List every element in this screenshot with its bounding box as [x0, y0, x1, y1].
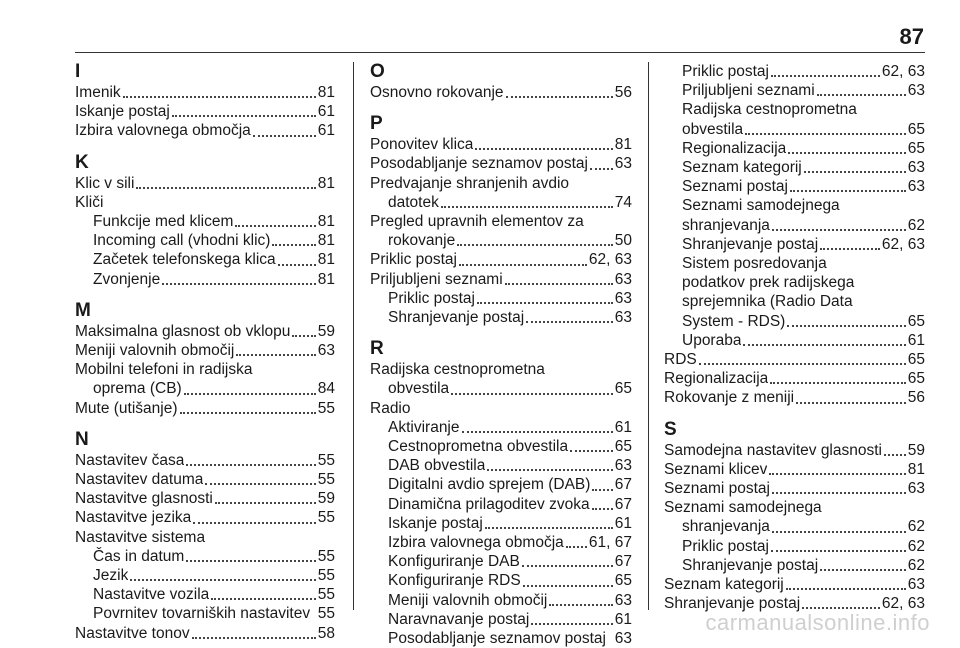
index-entry — [75, 83, 335, 102]
index-page-ref: 81 — [317, 270, 335, 288]
index-page-ref: 62 — [907, 216, 925, 234]
index-page-ref: 81 — [317, 251, 335, 269]
dot-leader — [796, 401, 906, 404]
dot-leader — [699, 362, 906, 365]
index-page-ref: 63 — [614, 289, 632, 307]
index-entry — [664, 120, 925, 139]
index-page-ref: 84 — [317, 380, 335, 398]
dot-leader — [570, 449, 613, 452]
dot-leader — [192, 636, 316, 639]
dot-leader — [172, 114, 316, 117]
index-page-ref: 81 — [614, 136, 632, 154]
index-term: Nastavitve jezika — [75, 509, 192, 527]
index-term: Seznam kategorij — [682, 159, 802, 177]
index-entry — [75, 585, 335, 604]
dot-leader — [522, 564, 613, 567]
index-term: Čas in datum — [93, 547, 185, 565]
index-entry — [370, 193, 632, 212]
index-term: Priklic postaj — [682, 537, 769, 555]
index-entry — [75, 231, 335, 250]
index-page-ref: 59 — [907, 441, 925, 459]
index-page-ref: 81 — [317, 174, 335, 192]
dot-leader — [193, 521, 315, 524]
index-entry — [370, 154, 632, 173]
dot-leader — [771, 549, 906, 552]
dot-leader — [186, 463, 315, 466]
index-page-ref: 55 — [317, 586, 335, 604]
index-page-ref: 55 — [317, 567, 335, 585]
index-entry — [75, 322, 335, 341]
index-term: Seznami klicev — [664, 460, 768, 478]
index-term: RDS — [664, 351, 697, 369]
index-entry — [75, 451, 335, 470]
header-rule — [75, 52, 925, 53]
index-page-ref: 58 — [317, 624, 335, 642]
index-entry — [370, 495, 632, 514]
column-divider-2 — [648, 62, 649, 610]
index-page-ref: 63 — [907, 159, 925, 177]
index-entry — [664, 177, 925, 196]
index-letter-heading: S — [664, 418, 677, 440]
index-term: Shranjevanje postaj — [664, 595, 801, 613]
dot-leader — [745, 132, 906, 135]
index-page-ref: 62, 63 — [588, 251, 632, 269]
index-term: Shranjevanje postaj — [682, 235, 819, 253]
dot-leader — [136, 186, 315, 189]
index-page-ref: 63 — [614, 591, 632, 609]
index-entry — [370, 308, 632, 327]
index-entry — [370, 270, 632, 289]
dot-leader — [459, 263, 587, 266]
index-entry — [75, 508, 335, 527]
index-page-ref: 59 — [317, 322, 335, 340]
dot-leader — [211, 597, 315, 600]
index-page-ref: 61 — [614, 418, 632, 436]
index-page-ref: 61 — [907, 331, 925, 349]
index-page-ref: 61 — [317, 122, 335, 140]
index-page-ref: 65 — [907, 370, 925, 388]
index-entry — [75, 624, 335, 643]
index-column-3 — [664, 62, 925, 613]
index-entry — [664, 331, 925, 350]
index-term: Izbira valovnega območja — [75, 122, 251, 140]
index-letter-heading: K — [75, 151, 89, 173]
index-page-ref: 65 — [907, 139, 925, 157]
dot-leader — [505, 282, 613, 285]
index-entry — [75, 566, 335, 585]
index-term: Seznami postaj — [682, 178, 788, 196]
index-term: Regionalizacija — [682, 139, 787, 157]
index-page-ref: 63 — [907, 82, 925, 100]
index-entry — [664, 81, 925, 100]
index-heading-term: Kliči — [75, 193, 104, 211]
index-term: Nastavitev datuma — [75, 471, 204, 489]
dot-leader — [123, 95, 316, 98]
index-letter-heading: O — [370, 61, 385, 82]
index-term: Cestnoprometna obvestila — [388, 438, 569, 456]
index-page-ref: 63 — [907, 576, 925, 594]
index-heading-term: Pregled upravnih elementov za — [370, 213, 584, 231]
index-term: Uporaba — [682, 331, 742, 349]
dot-leader — [441, 205, 613, 208]
index-term: Povrnitev tovarniških nastavitev — [93, 605, 311, 623]
dot-leader — [506, 95, 613, 98]
index-page-ref: 61 — [317, 103, 335, 121]
index-heading-term: Mobilni telefoni in radijska — [75, 361, 253, 379]
index-term: Naravnavanje postaj — [388, 610, 530, 628]
index-page-ref: 74 — [614, 193, 632, 211]
index-page-ref: 63 — [614, 309, 632, 327]
index-term: Shranjevanje postaj — [682, 556, 819, 574]
index-page-ref: 81 — [317, 84, 335, 101]
index-term: shranjevanja — [682, 518, 770, 536]
index-page-ref: 63 — [614, 630, 632, 648]
index-page-ref: 62 — [907, 518, 925, 536]
dot-leader — [205, 482, 315, 485]
index-entry — [75, 121, 335, 140]
index-term: Imenik — [75, 84, 121, 101]
index-heading-term: Seznami samodejnega — [664, 499, 822, 517]
index-letter-heading: I — [75, 61, 81, 82]
index-heading-term: podatkov prek radijskega — [682, 274, 855, 292]
index-term: Samodejna nastavitev glasnosti — [664, 441, 882, 459]
index-page-ref: 81 — [317, 232, 335, 250]
index-term: Seznam kategorij — [664, 576, 784, 594]
index-entry — [75, 341, 335, 360]
index-entry — [664, 216, 925, 235]
index-heading-term: Predvajanje shranjenih avdio — [370, 174, 570, 192]
index-page-ref: 65 — [907, 351, 925, 369]
index-entry — [370, 250, 632, 269]
index-entry — [664, 312, 925, 331]
index-letter-heading: M — [75, 299, 91, 321]
index-term: oprema (CB) — [93, 380, 182, 398]
index-term: Klic v sili — [75, 174, 135, 192]
index-entry — [664, 350, 925, 369]
index-entry — [664, 388, 925, 407]
index-term: Iskanje postaj — [388, 514, 483, 532]
index-term: Nastavitev časa — [75, 451, 185, 469]
index-term: Mute (utišanje) — [75, 399, 178, 417]
index-entry — [370, 418, 632, 437]
index-page-ref: 56 — [614, 84, 632, 101]
dot-leader — [772, 228, 906, 231]
dot-leader — [788, 151, 905, 154]
index-term: Zvonjenje — [93, 270, 161, 288]
index-page-ref: 63 — [614, 457, 632, 475]
index-page-ref: 65 — [614, 438, 632, 456]
index-heading-term: Seznami samodejnega — [682, 197, 840, 215]
index-page-ref: 62, 63 — [881, 595, 925, 613]
index-entry — [370, 289, 632, 308]
index-entry — [370, 456, 632, 475]
index-term: Nastavitve vozila — [93, 586, 210, 604]
index-term: Začetek telefonskega klica — [93, 251, 276, 269]
index-heading-term: Radijska cestnoprometna — [370, 361, 545, 379]
index-term: Jezik — [93, 567, 129, 585]
index-entry — [75, 489, 335, 508]
index-term: Incoming call (vhodni klic) — [93, 232, 271, 250]
index-term: System - RDS) — [682, 312, 786, 330]
index-entry — [664, 479, 925, 498]
index-entry — [75, 270, 335, 289]
dot-leader — [804, 170, 906, 173]
dot-leader — [566, 545, 587, 548]
index-page-ref: 63 — [907, 480, 925, 498]
index-entry — [370, 533, 632, 552]
index-entry — [370, 571, 632, 590]
index-entry — [75, 399, 335, 418]
index-page-ref: 61 — [614, 610, 632, 628]
dot-leader — [475, 147, 612, 150]
index-page-ref: 55 — [317, 509, 335, 527]
index-page-ref: 61, 67 — [588, 534, 632, 552]
dot-leader — [235, 224, 315, 227]
page-number: 87 — [899, 24, 924, 49]
dot-leader — [272, 243, 315, 246]
index-page-ref: 65 — [907, 120, 925, 138]
watermark: carmanualsonline.info — [705, 610, 930, 635]
index-entry — [664, 62, 925, 81]
dot-leader — [884, 453, 906, 456]
index-term: Digitalni avdio sprejem (DAB) — [388, 476, 591, 494]
index-term: Seznami postaj — [664, 480, 770, 498]
dot-leader — [312, 619, 316, 620]
index-page-ref: 63 — [317, 342, 335, 360]
index-page-ref: 63 — [614, 270, 632, 288]
index-entry — [370, 591, 632, 610]
dot-leader — [292, 334, 315, 337]
dot-leader — [180, 411, 316, 414]
index-term: Dinamična prilagoditev zvoka — [388, 495, 590, 513]
index-page-ref: 55 — [317, 471, 335, 489]
dot-leader — [772, 530, 906, 533]
dot-leader — [526, 320, 613, 323]
index-term: obvestila — [682, 120, 744, 138]
index-page-ref: 63 — [614, 155, 632, 173]
index-entry — [664, 441, 925, 460]
dot-leader — [457, 243, 613, 246]
index-page-ref: 67 — [614, 553, 632, 571]
index-entry — [75, 470, 335, 489]
index-term: Priklic postaj — [388, 289, 475, 307]
index-term: Posodabljanje seznamov postaj — [388, 630, 606, 648]
index-entry — [370, 475, 632, 494]
index-entry — [664, 158, 925, 177]
index-entry — [75, 250, 335, 269]
index-page-ref: 81 — [907, 460, 925, 478]
index-entry — [370, 231, 632, 250]
index-heading-term: Radijska cestnoprometna — [682, 101, 857, 119]
dot-leader — [184, 392, 316, 395]
dot-leader — [531, 622, 612, 625]
index-entry — [370, 552, 632, 571]
index-term: Iskanje postaj — [75, 103, 170, 121]
dot-leader — [769, 472, 905, 475]
index-term: DAB obvestila — [388, 457, 486, 475]
index-term: Izbira valovnega območja — [388, 534, 564, 552]
index-term: Posodabljanje seznamov postaj — [370, 155, 588, 173]
index-page-ref: 62 — [907, 537, 925, 555]
index-term: Funkcije med klicem — [93, 213, 234, 231]
index-entry — [370, 437, 632, 456]
dot-leader — [487, 468, 612, 471]
index-term: Regionalizacija — [664, 370, 769, 388]
index-term: Konfiguriranje DAB — [388, 553, 520, 571]
dot-leader — [790, 189, 906, 192]
dot-leader — [787, 324, 905, 327]
index-entry — [370, 83, 632, 102]
index-term: Rokovanje z meniji — [664, 389, 795, 407]
index-term: Priljubljeni seznami — [370, 270, 503, 288]
index-letter-heading: N — [75, 428, 89, 450]
index-entry — [664, 517, 925, 536]
dot-leader — [477, 301, 613, 304]
index-page-ref: 59 — [317, 490, 335, 508]
index-page-ref: 62 — [907, 556, 925, 574]
index-page-ref: 55 — [317, 605, 335, 623]
index-term: Maksimalna glasnost ob vklopu — [75, 322, 291, 340]
dot-leader — [743, 343, 905, 346]
index-term: datotek — [388, 193, 439, 211]
dot-leader — [253, 134, 316, 137]
index-page-ref: 62, 63 — [881, 235, 925, 253]
dot-leader — [817, 93, 906, 96]
index-page-ref: 67 — [614, 495, 632, 513]
dot-leader — [162, 282, 316, 285]
index-page-ref: 65 — [614, 572, 632, 590]
index-column-2 — [370, 62, 632, 648]
dot-leader — [770, 381, 905, 384]
index-entry — [75, 212, 335, 231]
column-divider-1 — [353, 62, 354, 610]
index-page-ref: 62, 63 — [881, 63, 925, 80]
dot-leader — [549, 603, 612, 606]
index-term: Nastavitve tonov — [75, 624, 190, 642]
index-term: Priklic postaj — [682, 63, 769, 80]
dot-leader — [786, 587, 906, 590]
index-term: Osnovno rokovanje — [370, 84, 504, 101]
index-entry — [664, 139, 925, 158]
index-entry — [664, 556, 925, 575]
dot-leader — [592, 488, 612, 491]
index-entry — [664, 537, 925, 556]
index-term: Nastavitve glasnosti — [75, 490, 213, 508]
dot-leader — [590, 167, 613, 170]
index-term: Priklic postaj — [370, 251, 457, 269]
index-term: Priljubljeni seznami — [682, 82, 815, 100]
index-heading-term: Nastavitve sistema — [75, 528, 206, 546]
index-term: Konfiguriranje RDS — [388, 572, 521, 590]
dot-leader — [608, 643, 613, 644]
index-entry — [664, 369, 925, 388]
index-entry — [664, 575, 925, 594]
dot-leader — [215, 501, 316, 504]
dot-leader — [772, 491, 906, 494]
dot-leader — [592, 507, 613, 510]
index-entry — [664, 460, 925, 479]
index-term: Shranjevanje postaj — [388, 309, 525, 327]
index-letter-heading: P — [370, 113, 383, 135]
dot-leader — [130, 578, 315, 581]
index-term: obvestila — [388, 380, 450, 398]
index-entry — [75, 547, 335, 566]
dot-leader — [451, 392, 613, 395]
dot-leader — [236, 353, 315, 356]
index-entry — [75, 102, 335, 121]
index-term: Ponovitev klica — [370, 136, 474, 154]
index-entry — [75, 174, 335, 193]
index-heading-term: Radio — [370, 399, 411, 417]
index-column-1 — [75, 62, 335, 643]
index-term: Meniji valovnih območij — [75, 342, 235, 360]
dot-leader — [186, 559, 315, 562]
index-term: rokovanje — [388, 232, 456, 250]
index-page-ref: 81 — [317, 213, 335, 231]
index-page-ref: 55 — [317, 547, 335, 565]
dot-leader — [523, 584, 613, 587]
index-entry — [370, 610, 632, 629]
index-page-ref: 65 — [907, 312, 925, 330]
dot-leader — [820, 568, 906, 571]
dot-leader — [278, 263, 316, 266]
index-page-ref: 55 — [317, 399, 335, 417]
index-entry — [370, 379, 632, 398]
index-entry — [75, 379, 335, 398]
index-heading-term: sprejemnika (Radio Data — [682, 293, 853, 311]
index-heading-term: Sistem posredovanja — [682, 255, 827, 273]
index-term: Aktiviranje — [388, 418, 460, 436]
index-page-ref: 63 — [907, 178, 925, 196]
index-page-ref: 55 — [317, 451, 335, 469]
index-term: shranjevanja — [682, 216, 770, 234]
index-page-ref: 65 — [614, 380, 632, 398]
index-letter-heading: R — [370, 338, 384, 360]
index-entry — [370, 629, 632, 648]
index-entry — [370, 135, 632, 154]
dot-leader — [820, 247, 880, 250]
dot-leader — [771, 74, 880, 77]
index-page-ref: 56 — [907, 389, 925, 407]
index-page-ref: 50 — [614, 232, 632, 250]
index-entry — [664, 235, 925, 254]
index-entry — [75, 604, 335, 623]
dot-leader — [462, 430, 613, 433]
index-page-ref: 67 — [614, 476, 632, 494]
index-entry — [370, 514, 632, 533]
index-page-ref: 61 — [614, 514, 632, 532]
index-term: Meniji valovnih območij — [388, 591, 548, 609]
dot-leader — [485, 526, 613, 529]
